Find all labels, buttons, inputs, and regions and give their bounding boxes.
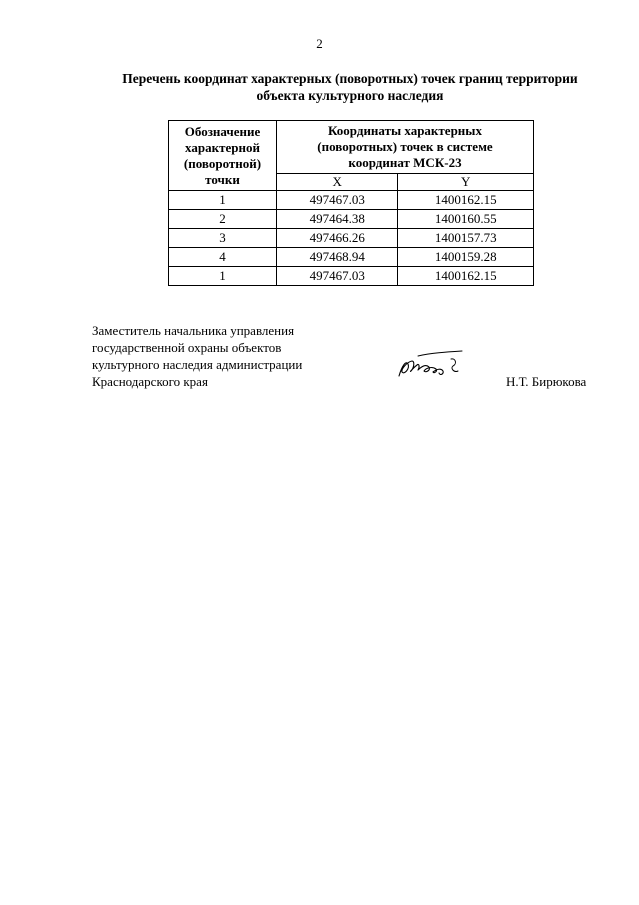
header-coords-line-2: (поворотных) точек в системе [317,139,493,154]
signer-position-line-4: Краснодарского края [92,374,208,389]
table-row [169,191,534,210]
cell-point: 1 [169,191,277,210]
cell-x: 497464.38 [277,210,398,229]
table-row [169,229,534,248]
cell-x: 497467.03 [277,267,398,286]
header-coords-line-1: Координаты характерных [328,123,482,138]
signer-position-line-2: государственной охраны объектов [92,340,282,355]
handwritten-signature [396,348,466,382]
table-row [169,267,534,286]
cell-x: 497468.94 [277,248,398,267]
cell-y: 1400159.28 [398,248,534,267]
header-axis-y: Y [398,174,534,191]
cell-y: 1400157.73 [398,229,534,248]
signer-position-line-3: культурного наследия администрации [92,357,303,372]
coordinates-table [168,120,534,286]
cell-point: 2 [169,210,277,229]
cell-point: 1 [169,267,277,286]
header-coords-line-3: координат МСК-23 [348,155,462,170]
cell-point: 3 [169,229,277,248]
header-point-line-4: точки [205,171,240,187]
cell-y: 1400162.15 [398,267,534,286]
cell-x: 497466.26 [277,229,398,248]
page-number: 2 [316,36,323,51]
header-point-line-2: характерной [185,139,260,155]
header-point-designation [169,121,277,191]
cell-y: 1400160.55 [398,210,534,229]
title-line-1: Перечень координат характерных (поворотных) точек границ территории [122,71,578,86]
cell-x: 497467.03 [277,191,398,210]
title-line-2: объекта культурного наследия [256,88,444,103]
table-row [169,248,534,267]
table-row [169,210,534,229]
header-point-line-3: (поворотной) [183,155,262,171]
header-axis-x: X [277,174,398,191]
table-header-row [169,121,534,174]
header-coordinates [277,121,534,174]
signer-position-line-1: Заместитель начальника управления [92,323,295,338]
header-point-line-1: Обозначение [184,123,261,139]
cell-point: 4 [169,248,277,267]
signer-position [92,322,302,390]
cell-y: 1400162.15 [398,191,534,210]
document-title [90,70,610,104]
signer-name: Н.Т. Бирюкова [506,374,587,389]
